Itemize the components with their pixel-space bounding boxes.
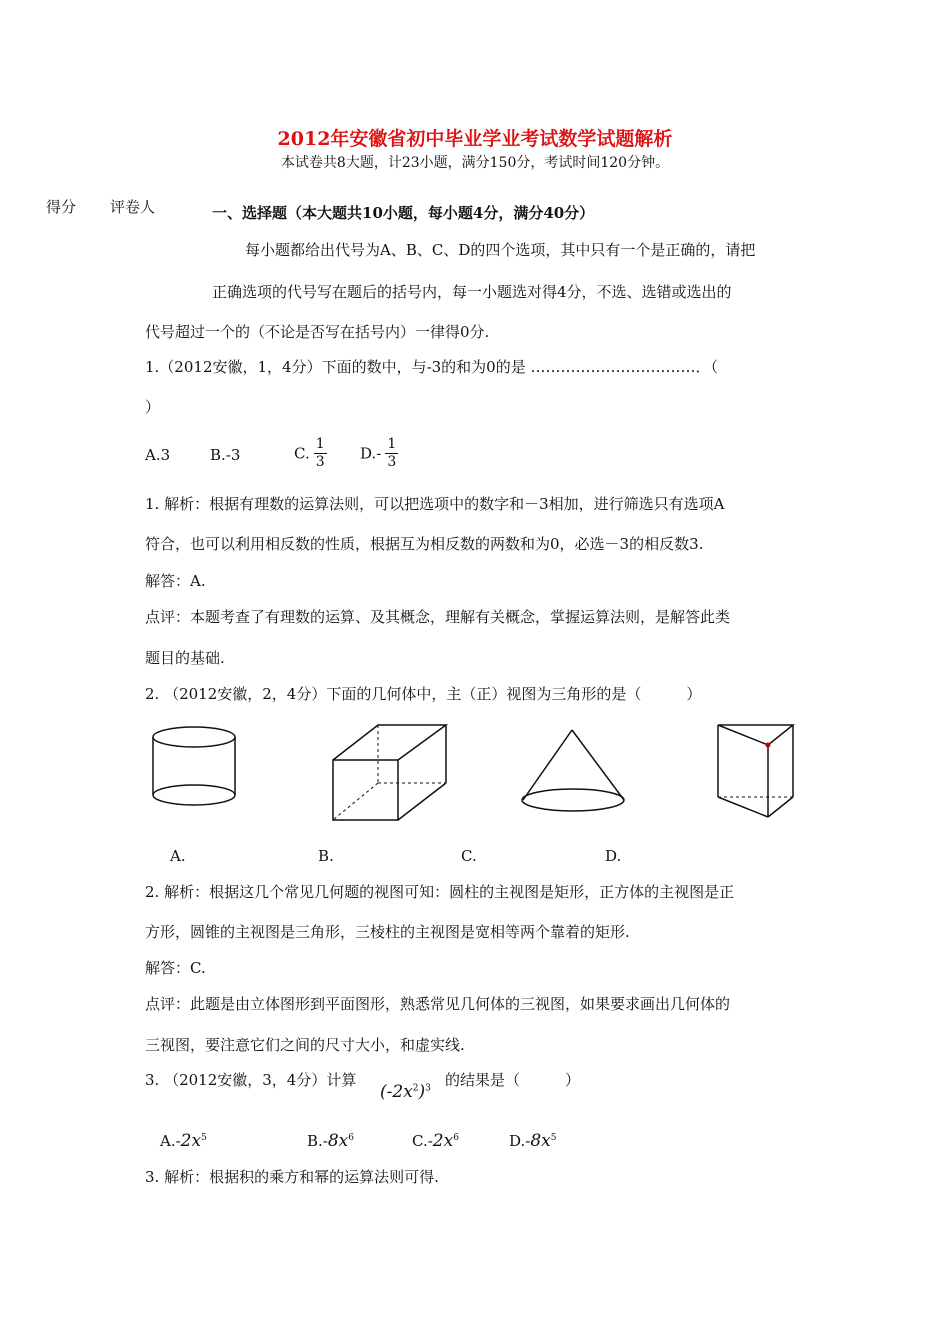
q3-expression-inner-exponent: 2 <box>412 1083 419 1094</box>
q1-option-d <box>360 436 398 471</box>
q1-analysis-line-2: 符合，也可以利用相反数的性质，根据互为相反数的两数和为0，必选－3的相反数3. <box>145 535 704 553</box>
q2-label-b: B. <box>318 847 334 865</box>
q1-option-b: B.-3 <box>210 446 241 464</box>
cylinder-bottom-ellipse <box>153 785 235 805</box>
q1-stem: 1.（2012安徽，1，4分）下面的数中，与-3的和为0的是 ……………………………．（ <box>145 358 718 376</box>
cuboid-figure <box>328 720 453 830</box>
q3-option-a <box>160 1128 207 1151</box>
prism-bottom-right-edge <box>768 797 793 817</box>
cylinder-figure <box>145 725 245 815</box>
q1-analysis-line-1: 1. 解析：根据有理数的运算法则，可以把选项中的数字和－3相加，进行筛选只有选项A <box>145 495 725 513</box>
q2-analysis-line-2: 方形，圆锥的主视图是三角形，三棱柱的主视图是宽相等两个靠着的矩形. <box>145 923 630 941</box>
q1-option-c-prefix: C. <box>294 444 310 463</box>
q1-option-d-fraction <box>385 436 398 471</box>
q3-option-b-term: 8x <box>327 1131 349 1151</box>
prism-top-face <box>718 725 793 745</box>
q1-option-d-denominator: 3 <box>387 454 397 470</box>
cuboid-top-edges <box>333 725 446 760</box>
q3-option-b-prefix: B.- <box>307 1132 328 1150</box>
q3-stem-prefix: 3. （2012安徽，3，4分）计算 <box>145 1071 357 1089</box>
triangular-prism-figure <box>713 720 798 820</box>
q3-option-b-exponent: 6 <box>348 1133 354 1143</box>
section1-instruction-1: 每小题都给出代号为A、B、C、D的四个选项，其中只有一个是正确的，请把 <box>245 241 756 259</box>
q2-label-d: D. <box>605 847 622 865</box>
doc-title: 2012年安徽省初中毕业学业考试数学试题解析 <box>277 128 673 150</box>
section1-instruction-2: 正确选项的代号写在题后的括号内，每一小题选对得4分，不选、选错或选出的 <box>212 283 732 301</box>
q3-option-d-prefix: D.- <box>509 1132 531 1150</box>
q2-comment-line-2: 三视图，要注意它们之间的尺寸大小，和虚实线. <box>145 1036 465 1054</box>
q3-expression-outer-exponent: 3 <box>425 1083 431 1094</box>
q3-analysis-line-1: 3. 解析：根据积的乘方和幂的运算法则可得. <box>145 1168 439 1186</box>
prism-vertex-dot <box>766 743 771 748</box>
q1-option-c-fraction <box>314 436 327 471</box>
q3-expression <box>380 1082 431 1102</box>
doc-subtitle: 本试卷共8大题，计23小题，满分150分，考试时间120分钟。 <box>280 155 670 171</box>
q3-option-d-term: 8x <box>530 1131 551 1151</box>
q3-option-a-prefix: A.- <box>160 1132 181 1150</box>
q1-option-d-numerator: 1 <box>387 436 397 452</box>
q3-option-c-exponent: 6 <box>453 1133 459 1143</box>
grader-label: 评卷人 <box>110 198 156 216</box>
cone-figure <box>518 725 630 817</box>
cone-base-ellipse <box>522 789 624 811</box>
cuboid-hidden-diagonal <box>333 783 378 820</box>
q3-option-b <box>307 1128 354 1151</box>
q2-answer: 解答：C. <box>145 959 206 977</box>
q2-comment-line-1: 点评：此题是由立体图形到平面图形，熟悉常见几何体的三视图，如果要求画出几何体的 <box>145 995 731 1013</box>
q2-stem: 2. （2012安徽，2，4分）下面的几何体中，主（正）视图为三角形的是（ ） <box>145 685 702 703</box>
q3-option-a-term: 2x <box>180 1131 202 1151</box>
q3-stem-suffix: 的结果是（ ） <box>445 1071 581 1089</box>
q3-expression-close: ) <box>418 1082 426 1102</box>
cuboid-front-face <box>333 760 398 820</box>
q3-option-c-term: 2x <box>432 1131 454 1151</box>
q1-answer: 解答：A. <box>145 572 206 590</box>
q3-option-c <box>412 1128 459 1151</box>
q1-stem-end: ） <box>145 398 161 416</box>
q3-option-c-prefix: C.- <box>412 1132 433 1150</box>
section1-instruction-3: 代号超过一个的（不论是否写在括号内）一律得0分. <box>145 323 490 341</box>
q1-comment-line-2: 题目的基础. <box>145 649 225 667</box>
cylinder-top-ellipse <box>153 727 235 747</box>
q3-option-a-exponent: 5 <box>201 1133 207 1143</box>
q2-analysis-line-1: 2. 解析：根据这几个常见几何题的视图可知：圆柱的主视图是矩形，正方体的主视图是正 <box>145 883 735 901</box>
q1-option-c <box>294 436 327 471</box>
q1-option-c-denominator: 3 <box>315 454 325 470</box>
q2-label-a: A. <box>170 847 186 865</box>
q1-comment-line-1: 点评：本题考查了有理数的运算、及其概念，理解有关概念，掌握运算法则，是解答此类 <box>145 608 731 626</box>
prism-bottom-left-edge <box>718 797 768 817</box>
q1-option-c-numerator: 1 <box>315 436 325 452</box>
q2-label-c: C. <box>461 847 477 865</box>
q3-option-d-exponent: 5 <box>550 1133 557 1143</box>
q3-option-d <box>509 1128 556 1151</box>
q3-expression-base: (-2x <box>380 1082 413 1102</box>
q1-option-a: A.3 <box>145 446 171 464</box>
score-label: 得分 <box>46 198 77 216</box>
cuboid-bottom-right-edge <box>398 783 446 820</box>
section1-heading: 一、选择题（本大题共10小题，每小题4分，满分40分） <box>212 204 595 222</box>
q1-option-d-prefix: D.- <box>360 444 382 463</box>
